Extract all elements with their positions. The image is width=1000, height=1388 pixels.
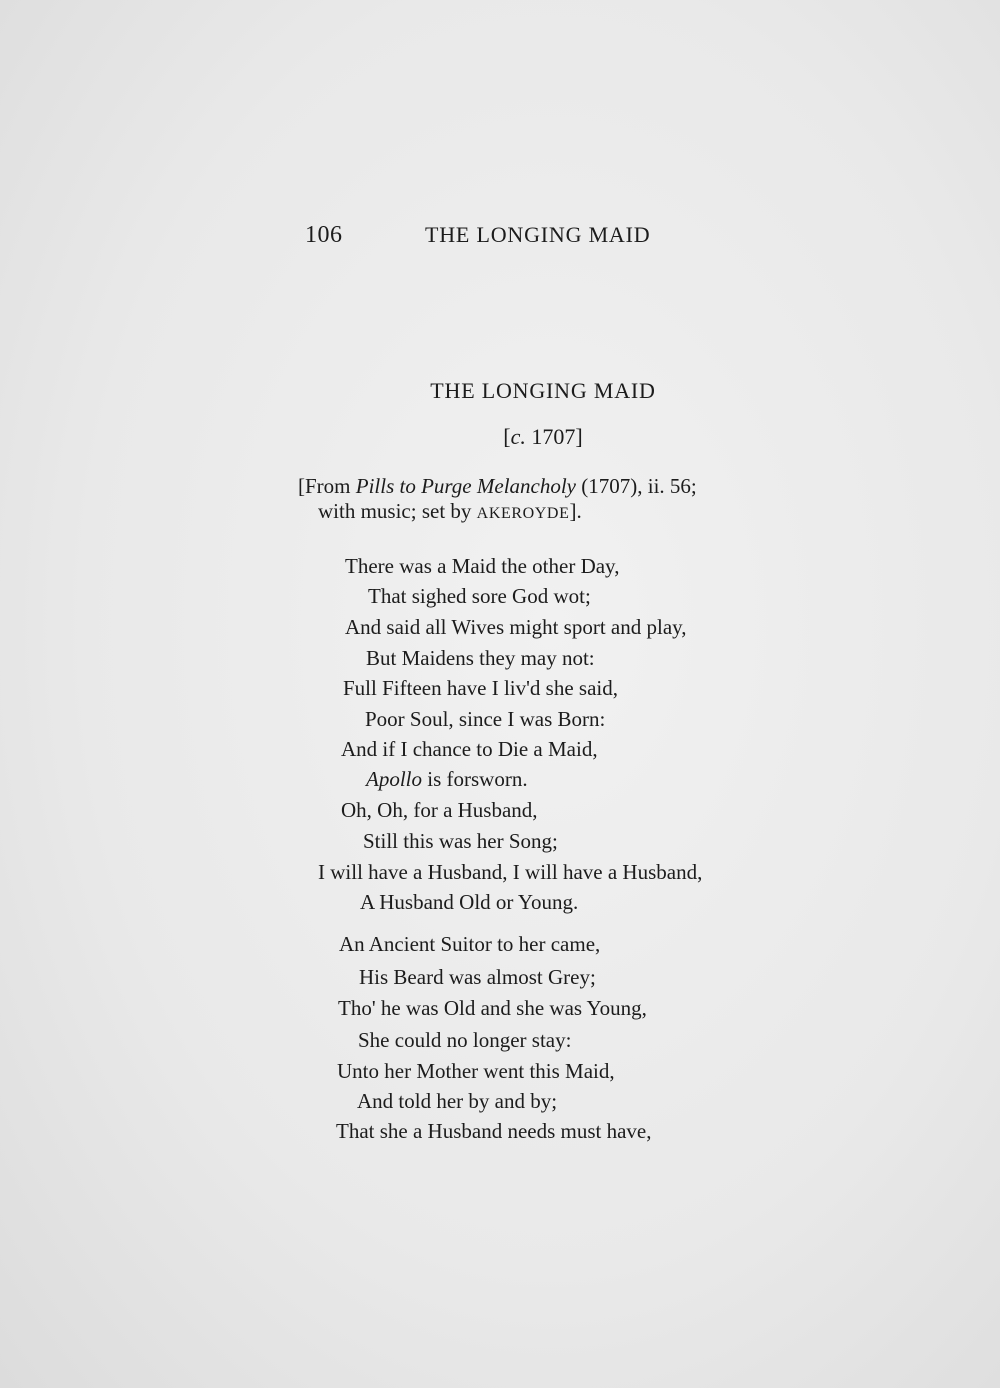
- running-title: THE LONGING MAID: [425, 222, 651, 247]
- verse-line: Still this was her Song;: [363, 829, 558, 853]
- verse-line: That sighed sore God wot;: [368, 584, 591, 608]
- verse-text: is forsworn.: [422, 767, 528, 791]
- verse-line: But Maidens they may not:: [366, 646, 595, 670]
- source-work-title: Pills to Purge Melancholy: [355, 474, 577, 498]
- verse-line: There was a Maid the other Day,: [345, 554, 620, 578]
- verse-line: Oh, Oh, for a Husband,: [341, 798, 538, 822]
- page-number: 106: [305, 222, 343, 248]
- verse-line: An Ancient Suitor to her came,: [339, 932, 601, 956]
- verse-line: She could no longer stay:: [358, 1028, 572, 1052]
- verse-italic-name: Apollo: [366, 767, 422, 791]
- date-year: 1707]: [525, 424, 583, 449]
- verse-line: Full Fifteen have I liv'd she said,: [343, 676, 618, 700]
- verse-line: [366, 766, 528, 792]
- source-open: [From: [298, 474, 356, 498]
- date-circa: c.: [510, 424, 526, 449]
- verse-line: Tho' he was Old and she was Young,: [338, 996, 647, 1020]
- source-citation: (1707), ii. 56;: [576, 474, 697, 498]
- verse-line: I will have a Husband, I will have a Husband,: [318, 860, 703, 884]
- source-music: with music; set by: [318, 499, 477, 523]
- source-note: [298, 474, 798, 526]
- running-head: [305, 222, 705, 256]
- source-note-line-2: [298, 499, 798, 526]
- verse-line: A Husband Old or Young.: [360, 890, 579, 914]
- verse-line: Unto her Mother went this Maid,: [337, 1059, 615, 1083]
- verse-line: His Beard was almost Grey;: [359, 965, 596, 989]
- verse-line: And told her by and by;: [357, 1089, 558, 1113]
- source-close: ].: [569, 499, 582, 523]
- poem-title: THE LONGING MAID: [430, 378, 656, 403]
- verse-line: And said all Wives might sport and play,: [345, 615, 687, 639]
- source-composer: AKEROYDE: [476, 505, 570, 522]
- verse-line: Poor Soul, since I was Born:: [365, 707, 606, 731]
- verse-line: That she a Husband needs must have,: [336, 1119, 652, 1143]
- source-note-line-1: [298, 474, 798, 499]
- poem-date: [0, 424, 1000, 450]
- verse-line: And if I chance to Die a Maid,: [341, 737, 598, 761]
- date-bracket: [: [503, 424, 511, 449]
